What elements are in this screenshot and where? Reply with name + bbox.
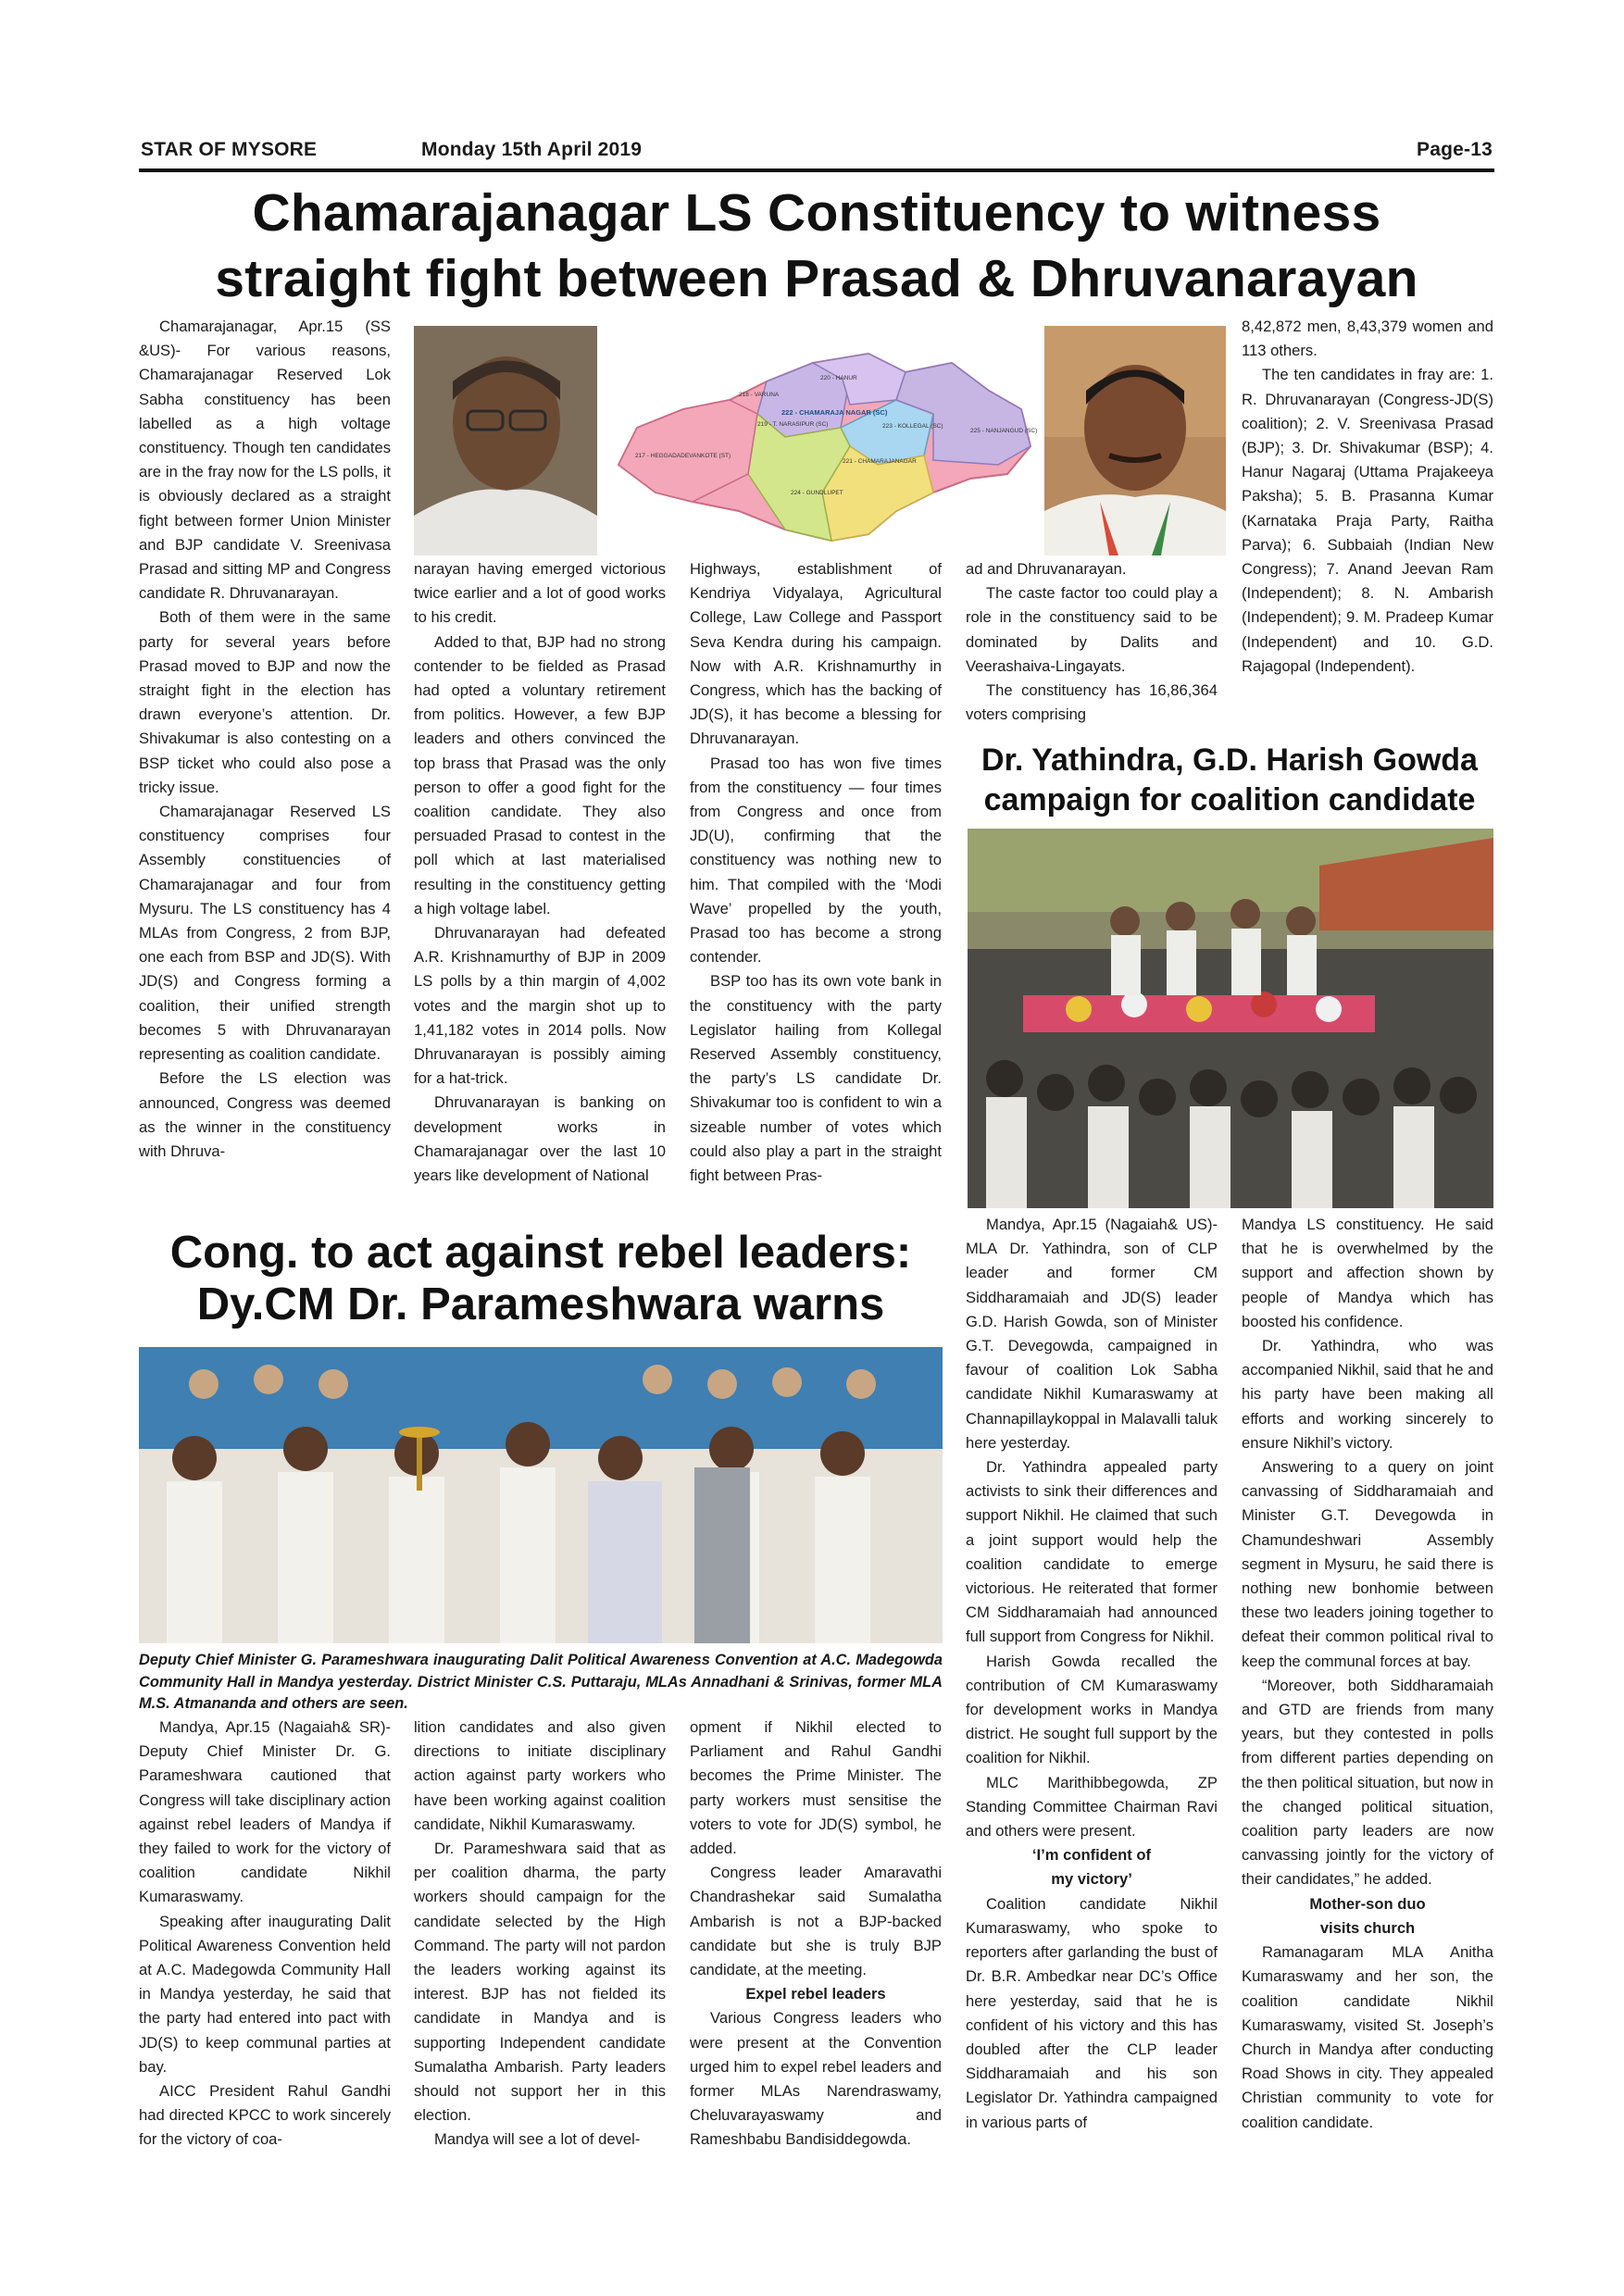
paragraph: Harish Gowda recalled the contribution of CM Kumaraswamy for development works in Mandya district. He sought full support by the coalition for Nikhil. — [966, 1652, 1218, 1767]
map-label: 222 - CHAMARAJA NAGAR (SC) — [781, 408, 888, 417]
paragraph: Answering to a query on joint canvassing of Siddharamaiah and Minister G.T. Devegowda in Chamundeshwari Assembly segment in Mysuru, he said there is nothing new bonhomie between these two leaders joining together to defeat their common political rival to keep the communal forces at bay. — [1242, 1458, 1493, 1670]
paragraph: ad and Dhruvanarayan. — [966, 560, 1127, 578]
subhead: Expel rebel leaders — [745, 1985, 886, 2003]
newspaper-name: STAR OF MYSORE — [141, 139, 318, 160]
paragraph: Highways, establishment of Kendriya Vidyalaya, Agricultural College, Law College and Passport Seva Kendra during his campaign. Now with A.R. Krishnamurthy in Congress, which has the backing of JD(S), it has become a blessing for Dhruvanarayan. — [690, 560, 942, 748]
paragraph: MLC Marithibbegowda, ZP Standing Committee Chairman Ravi and others were present. — [966, 1773, 1218, 1841]
paragraph: Speaking after inaugurating Dalit Political Awareness Convention held at A.C. Madegowda Community Hall in Mandya yesterday, he said that the party had entered into pact with JD(S) to keep communal parties at bay. — [139, 1912, 391, 2076]
story3-column-2 — [1242, 1213, 1493, 2185]
story2-headline-line2: Dy.CM Dr. Parameshwara warns — [196, 1279, 885, 1329]
map-label: 217 - HEGGADADEVANKOTE (ST) — [635, 453, 731, 459]
paragraph: Dr. Yathindra, who was accompanied Nikhil, said that he and his party have been making all efforts and working sincerely to ensure Nikhil’s victory. — [1242, 1337, 1493, 1452]
story3-column-1 — [966, 1213, 1218, 2185]
story3-headline-line1: Dr. Yathindra, G.D. Harish Gowda — [981, 742, 1478, 778]
paragraph: Before the LS election was announced, Congress was deemed as the winner in the constituency with Dhruva- — [139, 1069, 391, 1160]
paragraph: BSP too has its own vote bank in the constituency with the party Legislator hailing from Kollegal Reserved Assembly constituency, the party’s LS candidate Dr. Shivakumar too is confident to win a sizeable number of votes which could also play a part in the straight fight between Pras- — [690, 972, 942, 1185]
paragraph: Dr. Parameshwara said that as per coalition dharma, the party workers should campaign for the candidate selected by the High Command. The party will not pardon the leaders working against its interest. BJP has not fielded its candidate in Mandya and is supporting Independent candidate Sumalatha Ambarish. Party leaders should not support her in this election. — [414, 1840, 666, 2125]
story1-headline-line2: straight fight between Prasad & Dhruvanarayan — [215, 249, 1418, 308]
issue-date: Monday 15th April 2019 — [421, 139, 643, 160]
paragraph: Dhruvanarayan is banking on development works in Chamarajanagar over the last 10 years like development of National — [414, 1093, 666, 1185]
page-number: Page-13 — [1417, 139, 1493, 160]
paragraph: Mandya, Apr.15 (Nagaiah& SR)- Deputy Chief Minister Dr. G. Parameshwara cautioned that Congress will take disciplinary action against rebel leaders of Mandya if they failed to work for the victory of coalition candidate Nikhil Kumaraswamy. — [139, 1718, 391, 1906]
paragraph: AICC President Rahul Gandhi had directed KPCC to work sincerely for the victory of coa- — [139, 2082, 391, 2149]
story1-column-4 — [966, 557, 1218, 733]
subhead: visits church — [1319, 1918, 1416, 1937]
paragraph: The caste factor too could play a role in the constituency said to be dominated by Dalits and Veerashaiva-Lingayats. — [966, 584, 1218, 675]
paragraph: Dr. Yathindra appealed party activists to sink their differences and support Nikhil. He claimed that such a joint support would help the coalition candidate to emerge victorious. He reiterated that former CM Siddharamaiah had announced full support from Congress for Nikhil. — [966, 1458, 1218, 1646]
paragraph: Dhruvanarayan had defeated A.R. Krishnamurthy of BJP in 2009 LS polls by a thin margin of 4,002 votes and the margin shot up to 1,41,182 votes in 2014 polls. Now Dhruvanarayan is possibly aiming for a hat-trick. — [414, 924, 666, 1088]
paragraph: Chamarajanagar Reserved LS constituency comprises four Assembly constituencies of Chamarajanagar and four from Mysuru. The LS constituency has 4 MLAs from Congress, 2 from BJP, one each from BSP and JD(S). With JD(S) and Congress forming a coalition, their unified strength becomes 5 with Dhruvanarayan representing as coalition candidate. — [139, 803, 391, 1064]
paragraph: Mandya will see a lot of devel- — [434, 2130, 641, 2149]
map-label: 220 - HANUR — [820, 375, 857, 381]
story1-column-3 — [690, 557, 942, 1222]
map-label: 218 - VARUNA — [739, 392, 780, 398]
paragraph: Both of them were in the same party for several years before Prasad moved to BJP and now the straight fight in the election has drawn everyone’s attention. Dr. Shivakumar is also contesting on a BSP ticket who could also pose a tricky issue. — [139, 608, 391, 796]
map-label: 225 - NANJANGUD (SC) — [970, 428, 1038, 434]
paragraph: Prasad too has won five times from the constituency — four times from Congress and once from JD(U), confirming that the constituency was nothing new to him. That compiled with the ‘Modi Wave’ propelled by the youth, Prasad too has become a strong contender. — [690, 754, 942, 967]
paragraph: Coalition candidate Nikhil Kumaraswamy, who spoke to reporters after garlanding the bust of Dr. B.R. Ambedkar near DC’s Office here yesterday, said that he is confident of his victory and this has doubled after the CLP leader Siddharamaiah and his son Legislator Dr. Yathindra campaigned in various parts of — [966, 1894, 1218, 2131]
story1-column-2 — [414, 557, 666, 1222]
story2-column-1 — [139, 1716, 391, 2185]
header-rule — [139, 168, 1494, 172]
convention-inauguration-photo — [139, 1347, 943, 1643]
paragraph: lition candidates and also given directions to initiate disciplinary action against party workers who have been working against coalition candidate, Nikhil Kumaraswamy. — [414, 1718, 666, 1833]
story1-column-5 — [1242, 315, 1493, 733]
paragraph: opment if Nikhil elected to Parliament and Rahul Gandhi becomes the Prime Minister. The party workers must sensitise the voters to vote for JD(S) symbol, he added. — [690, 1718, 942, 1858]
paragraph: Mandya LS constituency. He said that he is overwhelmed by the support and affection shown by people of Mandya which has boosted his confidence. — [1242, 1216, 1493, 1330]
photo-caption: Deputy Chief Minister G. Parameshwara inaugurating Dalit Political Awareness Convention at A.C. Madegowda Community Hall in Mandya yesterday. District Minister C.S. Puttaraju, MLAs Annadhani & Srinivas, former MLA M.S. Atmananda and others are seen. — [139, 1652, 943, 1712]
paragraph: Various Congress leaders who were present at the Convention urged him to expel rebel leaders and former MLAs Narendraswamy, Cheluvarayaswamy and Rameshbabu Bandisiddegowda. — [690, 2009, 942, 2149]
candidate-dhruvanarayan-photo — [1044, 326, 1226, 555]
subhead: ‘I’m confident of — [1031, 1846, 1152, 1865]
subhead: Mother-son duo — [1309, 1894, 1426, 1913]
paragraph: Chamarajanagar, Apr.15 (SS &US)- For various reasons, Chamarajanagar Reserved Lok Sabha constituency has been labelled as a high voltage constituency. Though ten candidates are in the fray now for the LS polls, it is obviously declared as a straight fight between former Union Minister and BJP candidate V. Sreenivasa Prasad and sitting MP and Congress candidate R. Dhruvanarayan. — [139, 318, 391, 603]
paragraph: 8,42,872 men, 8,43,379 women and 113 others. — [1242, 318, 1493, 360]
paragraph: narayan having emerged victorious twice earlier and a lot of good works to his credit. — [414, 560, 666, 627]
map-label: 221 - CHAMARAJANAGAR — [843, 458, 917, 465]
candidate-prasad-photo — [414, 326, 597, 555]
story2-headline-line1: Cong. to act against rebel leaders: — [169, 1228, 912, 1278]
story1-column-1 — [139, 315, 391, 1222]
paragraph: Added to that, BJP had no strong contender to be fielded as Prasad had opted a voluntary retirement from politics. However, a few BJP leaders and others convinced the top brass that Prasad was the only person to offer a good fight for the coalition candidate. They also persuaded Prasad to contest in the poll which at last materialised resulting in the constituency getting a high voltage label. — [414, 632, 666, 917]
paragraph: The ten candidates in fray are: 1. R. Dhruvanarayan (Congress-JD(S) coalition); 2. V. Sreenivasa Prasad (BJP); 3. Dr. Shivakumar (BSP); 4. Hanur Nagaraj (Uttama Prajakeeya Paksha); 5. B. Prasanna Kumar (Karnataka Praja Party, Raitha Parva); 6. Subbaiah (Indian New Congress); 7. Anand Jeevan Ram (Independent); 8. N. Ambarish (Independent); 9. M. Pradeep Kumar (Independent) and 10. G.D. Rajagopal (Independent). — [1242, 366, 1493, 675]
paragraph: Ramanagaram MLA Anitha Kumaraswamy and her son, the coalition candidate Nikhil Kumaraswamy, visited St. Joseph’s Church in Mandya after conducting Road Shows in city. They appealed Christian community to vote for coalition candidate. — [1242, 1943, 1493, 2131]
story1-headline-line1: Chamarajanagar LS Constituency to witness — [252, 183, 1381, 243]
paragraph: The constituency has 16,86,364 voters comprising — [966, 681, 1218, 724]
story2-column-3 — [690, 1716, 942, 2185]
map-label: 219 - T. NARASIPUR (SC) — [757, 421, 829, 428]
paragraph: “Moreover, both Siddharamaiah and GTD are friends from many years, but they contested in polls from different parties depending on the then political situation, but now in the changed political situation, coalition party leaders are now canvassing jointly for the victory of their candidates,” he added. — [1242, 1676, 1493, 1889]
campaign-rally-photo — [968, 829, 1493, 1208]
map-label: 224 - GUNDLUPET — [791, 490, 843, 496]
paragraph: Congress leader Amaravathi Chandrashekar said Sumalatha Ambarish is not a BJP-backed candidate but she is truly BJP candidate, at the meeting. — [690, 1864, 942, 1979]
story3-headline-line2: campaign for coalition candidate — [983, 782, 1476, 817]
story2-column-2 — [414, 1716, 666, 2185]
paragraph: Mandya, Apr.15 (Nagaiah& US)- MLA Dr. Yathindra, son of CLP leader and former CM Siddharamaiah and JD(S) leader G.D. Harish Gowda, son of Minister G.T. Devegowda, campaigned in favour of coalition Lok Sabha candidate Nikhil Kumaraswamy at Channapillaykoppal in Malavalli taluk here yesterday. — [966, 1216, 1218, 1452]
map-label: 223 - KOLLEGAL (SC) — [882, 423, 943, 430]
constituency-map — [600, 326, 1043, 555]
subhead: my victory’ — [1051, 1870, 1132, 1889]
